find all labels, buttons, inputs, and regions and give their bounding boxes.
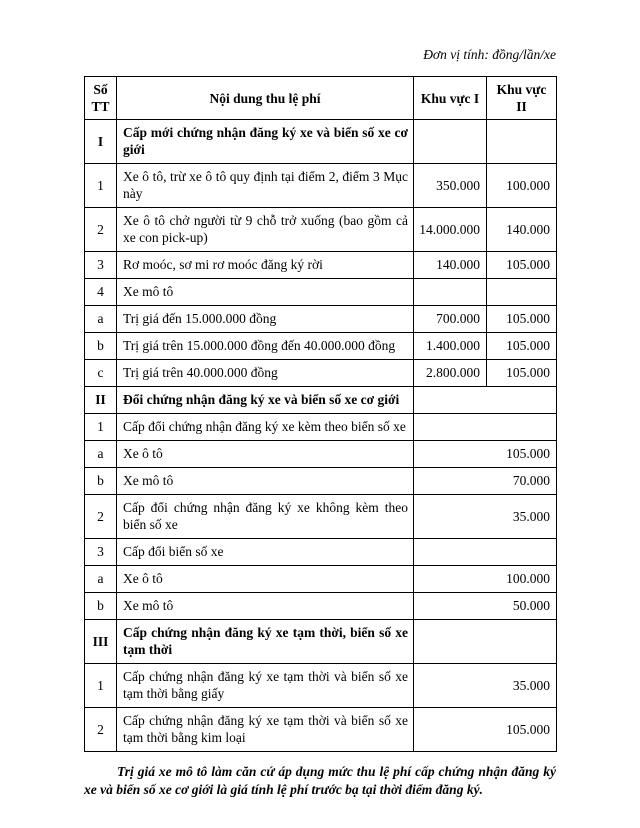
fee-description-cell: Xe ô tô chở người từ 9 chỗ trở xuống (bao gồm cả xe con pick-up) — [117, 208, 414, 252]
fee-description-cell: Xe mô tô — [117, 593, 414, 620]
zone1-value-cell: 2.800.000 — [414, 360, 487, 387]
row-number-cell: a — [85, 306, 117, 333]
fee-table-body — [85, 120, 557, 752]
fee-description-cell: Cấp chứng nhận đăng ký xe tạm thời và biển số xe tạm thời bằng giấy — [117, 664, 414, 708]
zone2-value-cell — [487, 120, 557, 164]
row-number-cell: I — [85, 120, 117, 164]
table-row — [85, 468, 557, 495]
header-cell-zone2: Khu vực II — [487, 77, 557, 120]
zone2-value-cell: 100.000 — [487, 164, 557, 208]
fee-description-cell: Rơ moóc, sơ mi rơ moóc đăng ký rời — [117, 252, 414, 279]
table-row — [85, 208, 557, 252]
zone2-value-cell: 140.000 — [487, 208, 557, 252]
zone1-value-cell — [414, 279, 487, 306]
zone2-value-cell: 105.000 — [487, 252, 557, 279]
fee-value-cell — [414, 539, 557, 566]
fee-table-head — [85, 77, 557, 120]
row-number-cell: a — [85, 441, 117, 468]
fee-description-cell: Xe mô tô — [117, 279, 414, 306]
table-row — [85, 620, 557, 664]
header-cell-content: Nội dung thu lệ phí — [117, 77, 414, 120]
table-row — [85, 539, 557, 566]
fee-description-cell: Trị giá trên 15.000.000 đồng đến 40.000.000 đồng — [117, 333, 414, 360]
fee-table — [84, 76, 557, 752]
table-row — [85, 593, 557, 620]
fee-value-cell: 50.000 — [414, 593, 557, 620]
row-number-cell: III — [85, 620, 117, 664]
fee-value-cell — [414, 414, 557, 441]
fee-description-cell: Trị giá đến 15.000.000 đồng — [117, 306, 414, 333]
table-row — [85, 164, 557, 208]
table-row — [85, 566, 557, 593]
row-number-cell: 4 — [85, 279, 117, 306]
row-number-cell: II — [85, 387, 117, 414]
table-row — [85, 252, 557, 279]
row-number-cell: b — [85, 593, 117, 620]
fee-description-cell: Đổi chứng nhận đăng ký xe và biển số xe cơ giới — [117, 387, 414, 414]
row-number-cell: 3 — [85, 539, 117, 566]
fee-description-cell: Trị giá trên 40.000.000 đồng — [117, 360, 414, 387]
table-row — [85, 495, 557, 539]
table-row — [85, 441, 557, 468]
row-number-cell: 1 — [85, 164, 117, 208]
table-row — [85, 120, 557, 164]
zone2-value-cell: 105.000 — [487, 333, 557, 360]
fee-value-cell: 100.000 — [414, 566, 557, 593]
zone2-value-cell: 105.000 — [487, 360, 557, 387]
fee-description-cell: Cấp chứng nhận đăng ký xe tạm thời, biển số xe tạm thời — [117, 620, 414, 664]
row-number-cell: 1 — [85, 664, 117, 708]
zone1-value-cell: 14.000.000 — [414, 208, 487, 252]
table-row — [85, 414, 557, 441]
zone2-value-cell: 105.000 — [487, 306, 557, 333]
row-number-cell: b — [85, 333, 117, 360]
zone1-value-cell: 700.000 — [414, 306, 487, 333]
header-row — [85, 77, 557, 120]
fee-description-cell: Xe ô tô — [117, 566, 414, 593]
table-row — [85, 333, 557, 360]
fee-value-cell: 70.000 — [414, 468, 557, 495]
zone1-value-cell: 350.000 — [414, 164, 487, 208]
fee-value-cell: 105.000 — [414, 708, 557, 752]
zone1-value-cell — [414, 120, 487, 164]
table-row — [85, 708, 557, 752]
fee-value-cell — [414, 387, 557, 414]
footnote: Trị giá xe mô tô làm căn cứ áp dụng mức thu lệ phí cấp chứng nhận đăng ký xe và biển số xe cơ giới là giá tính lệ phí trước bạ tại thời điểm đăng ký. — [84, 764, 556, 797]
row-number-cell: 2 — [85, 708, 117, 752]
row-number-cell: 2 — [85, 208, 117, 252]
header-cell-no: Số TT — [85, 77, 117, 120]
fee-description-cell: Xe ô tô — [117, 441, 414, 468]
fee-description-cell: Cấp chứng nhận đăng ký xe tạm thời và biển số xe tạm thời bằng kim loại — [117, 708, 414, 752]
row-number-cell: 1 — [85, 414, 117, 441]
zone2-value-cell — [487, 279, 557, 306]
table-row — [85, 306, 557, 333]
table-row — [85, 360, 557, 387]
row-number-cell: b — [85, 468, 117, 495]
fee-description-cell: Cấp đổi biển số xe — [117, 539, 414, 566]
row-number-cell: c — [85, 360, 117, 387]
fee-description-cell: Cấp đổi chứng nhận đăng ký xe không kèm theo biển số xe — [117, 495, 414, 539]
table-row — [85, 664, 557, 708]
unit-note: Đơn vị tính: đồng/lần/xe — [423, 47, 556, 62]
fee-value-cell: 105.000 — [414, 441, 557, 468]
row-number-cell: a — [85, 566, 117, 593]
zone1-value-cell: 140.000 — [414, 252, 487, 279]
table-row — [85, 279, 557, 306]
fee-value-cell — [414, 620, 557, 664]
fee-description-cell: Cấp đổi chứng nhận đăng ký xe kèm theo biển số xe — [117, 414, 414, 441]
fee-value-cell: 35.000 — [414, 664, 557, 708]
fee-description-cell: Xe mô tô — [117, 468, 414, 495]
row-number-cell: 3 — [85, 252, 117, 279]
zone1-value-cell: 1.400.000 — [414, 333, 487, 360]
fee-description-cell: Cấp mới chứng nhận đăng ký xe và biển số xe cơ giới — [117, 120, 414, 164]
header-cell-zone1: Khu vực I — [414, 77, 487, 120]
table-row — [85, 387, 557, 414]
fee-value-cell: 35.000 — [414, 495, 557, 539]
row-number-cell: 2 — [85, 495, 117, 539]
fee-description-cell: Xe ô tô, trừ xe ô tô quy định tại điểm 2, điểm 3 Mục này — [117, 164, 414, 208]
